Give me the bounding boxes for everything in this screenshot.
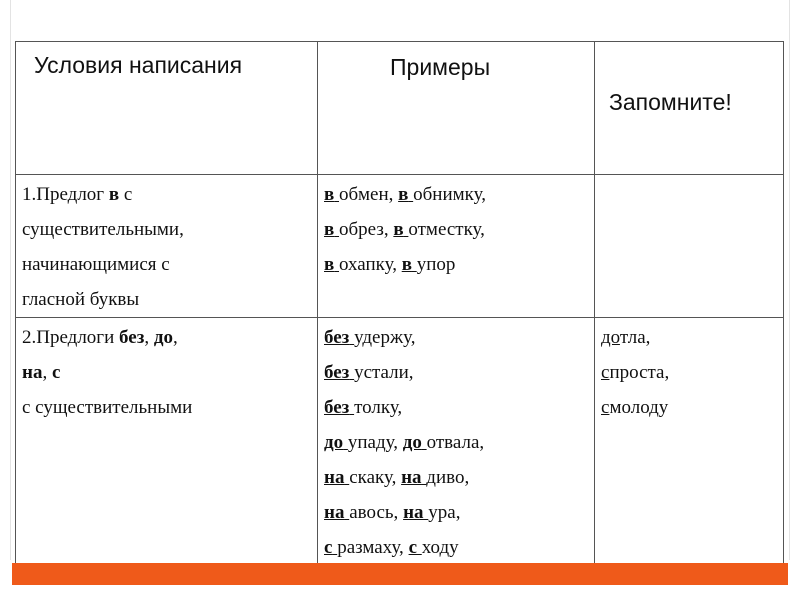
example-word: ура,	[428, 502, 461, 523]
example-word: упаду,	[347, 432, 403, 453]
example-word: упор	[416, 254, 456, 275]
preposition-bold: в	[108, 184, 120, 205]
example-preposition: до	[402, 432, 422, 453]
example-line	[324, 177, 590, 212]
example-preposition: на	[324, 502, 345, 523]
example-line	[324, 530, 590, 565]
preposition-bold: до	[153, 327, 173, 348]
remember-prefix: с	[601, 397, 610, 418]
condition-line	[22, 320, 313, 355]
remember-word	[601, 355, 779, 390]
remember-rest: тла,	[619, 327, 651, 348]
example-preposition: с	[324, 537, 333, 558]
example-line	[324, 390, 590, 425]
table-row	[16, 175, 784, 318]
remember-rest: молоду	[609, 397, 669, 418]
example-word: размаху,	[337, 537, 409, 558]
example-preposition: на	[403, 502, 424, 523]
accent-bar	[12, 563, 788, 585]
remember-prefix: с	[601, 362, 610, 383]
example-word: устали,	[354, 362, 414, 383]
header-conditions: Условия написания	[16, 42, 318, 175]
condition-cell-1	[16, 175, 318, 318]
example-word: обмен,	[339, 184, 399, 205]
example-preposition: до	[324, 432, 344, 453]
example-preposition: в	[324, 184, 335, 205]
example-line	[324, 212, 590, 247]
example-word: толку,	[354, 397, 403, 418]
condition-text: с	[119, 184, 133, 205]
example-word: скаку,	[349, 467, 402, 488]
example-word: отвала,	[426, 432, 485, 453]
preposition-bold: с	[51, 362, 61, 383]
example-preposition: с	[408, 537, 417, 558]
example-preposition: без	[324, 362, 350, 383]
condition-text: 2.Предлоги	[22, 327, 120, 348]
remember-word	[601, 320, 779, 355]
example-word: ходу	[421, 537, 459, 558]
condition-line	[22, 177, 313, 212]
condition-line: гласной буквы	[22, 289, 140, 310]
example-line	[324, 425, 590, 460]
separator: ,	[42, 362, 52, 383]
example-word: охапку,	[339, 254, 402, 275]
example-word: удержу,	[354, 327, 416, 348]
examples-cell-2	[318, 318, 595, 567]
example-word: обнимку,	[413, 184, 486, 205]
condition-line: начинающимися с	[22, 254, 170, 275]
condition-line: существительными,	[22, 219, 184, 240]
example-line	[324, 247, 590, 282]
header-examples: Примеры	[318, 42, 595, 175]
example-word: авось,	[349, 502, 404, 523]
example-preposition: без	[324, 327, 350, 348]
condition-line: с существительными	[22, 397, 193, 418]
remember-word	[601, 390, 779, 425]
example-line	[324, 320, 590, 355]
condition-text: Предлог	[36, 184, 109, 205]
remember-rest: проста,	[609, 362, 670, 383]
example-word: обрез,	[339, 219, 394, 240]
remember-prefix: до	[601, 327, 620, 348]
separator: ,	[144, 327, 154, 348]
example-word: диво,	[426, 467, 470, 488]
example-preposition: на	[401, 467, 422, 488]
example-line	[324, 495, 590, 530]
example-line	[324, 460, 590, 495]
examples-cell-1	[318, 175, 595, 318]
separator: ,	[172, 327, 178, 348]
example-preposition: в	[324, 254, 335, 275]
spelling-rules-table	[15, 41, 784, 567]
example-preposition: в	[324, 219, 335, 240]
example-preposition: без	[324, 397, 350, 418]
remember-cell-1	[595, 175, 784, 318]
condition-number: 1.	[22, 184, 37, 205]
example-preposition: в	[393, 219, 404, 240]
example-line	[324, 355, 590, 390]
example-preposition: в	[398, 184, 409, 205]
example-preposition: на	[324, 467, 345, 488]
preposition-bold: на	[22, 362, 43, 383]
table-row	[16, 318, 784, 567]
example-preposition: в	[401, 254, 412, 275]
condition-cell-2	[16, 318, 318, 567]
example-word: отместку,	[408, 219, 485, 240]
preposition-bold: без	[119, 327, 145, 348]
remember-cell-2	[595, 318, 784, 567]
header-remember: Запомните!	[595, 42, 784, 175]
table-header-row	[16, 42, 784, 175]
condition-line	[22, 355, 313, 390]
